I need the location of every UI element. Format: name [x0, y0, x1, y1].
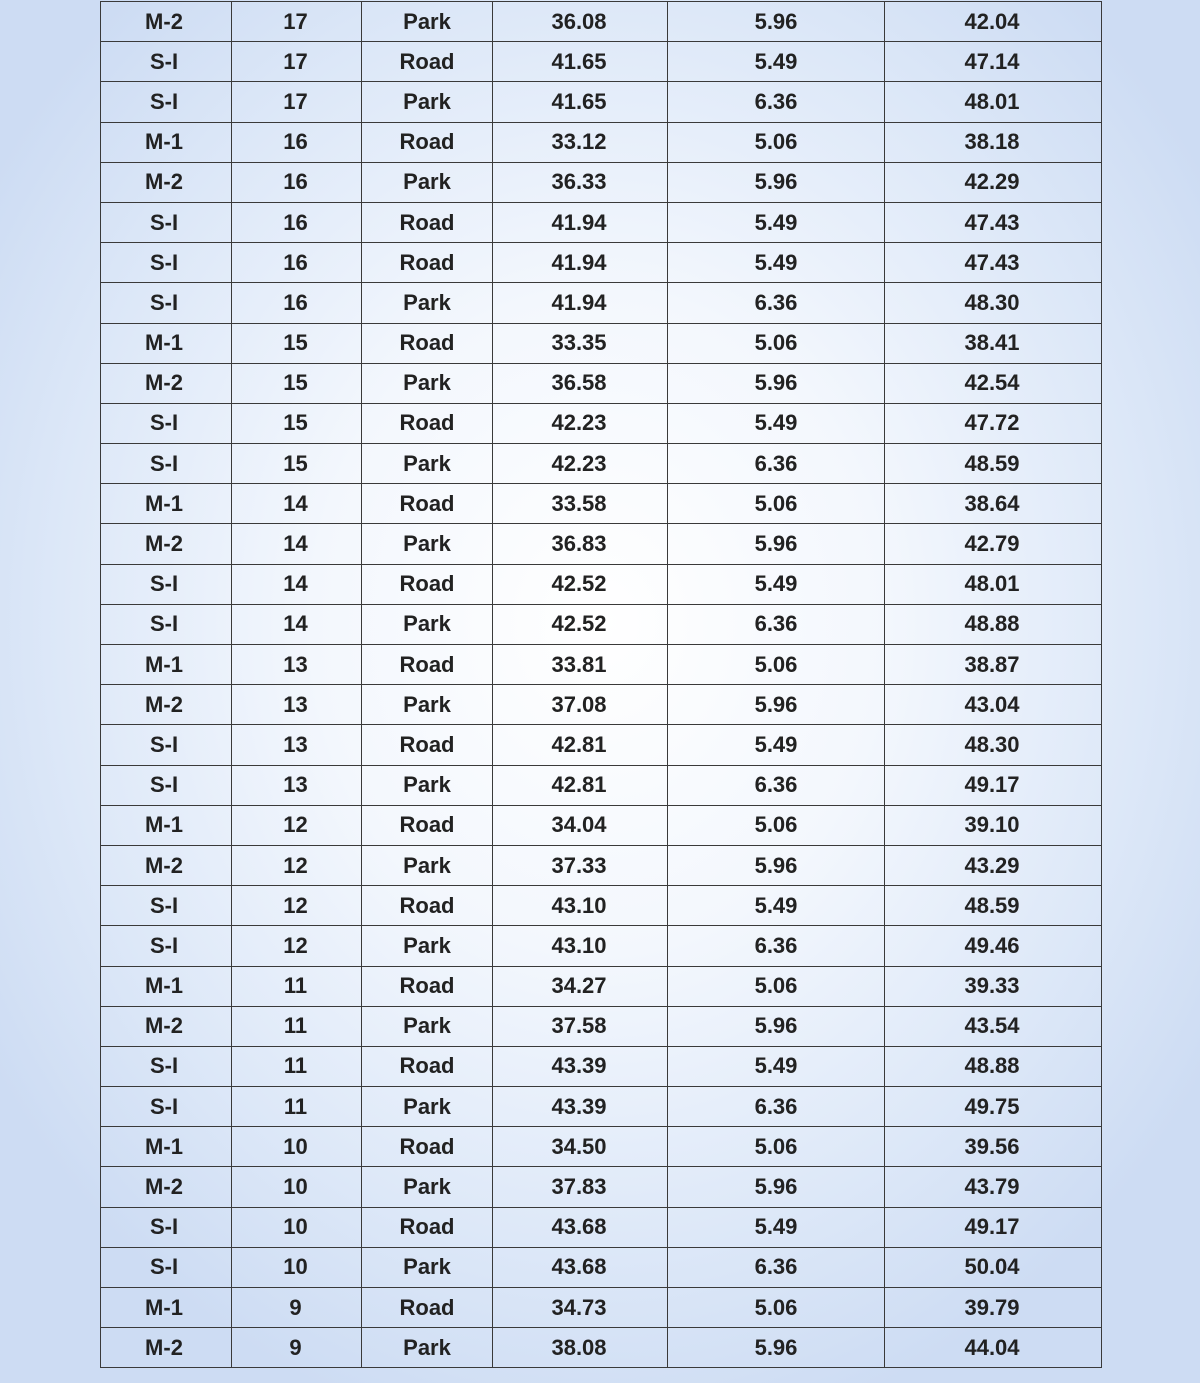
table-row	[101, 886, 1102, 926]
value-cell: 11	[232, 1046, 362, 1086]
table-row	[101, 243, 1102, 283]
value-cell: 14	[232, 484, 362, 524]
location-cell: Road	[362, 403, 493, 443]
value-cell: 12	[232, 886, 362, 926]
location-cell: Park	[362, 765, 493, 805]
total-cell: 39.79	[885, 1288, 1102, 1328]
charge-cell: 6.36	[668, 1087, 885, 1127]
table-row	[101, 524, 1102, 564]
zone-cell: M-2	[101, 524, 232, 564]
value-cell: 11	[232, 1087, 362, 1127]
value-cell: 16	[232, 202, 362, 242]
zone-cell: M-2	[101, 685, 232, 725]
charge-cell: 5.96	[668, 1006, 885, 1046]
zone-cell: S-I	[101, 564, 232, 604]
charge-cell: 5.06	[668, 805, 885, 845]
table-row	[101, 162, 1102, 202]
zone-cell: M-1	[101, 645, 232, 685]
zone-cell: M-1	[101, 323, 232, 363]
charge-cell: 5.06	[668, 1127, 885, 1167]
charge-cell: 5.96	[668, 845, 885, 885]
value-cell: 11	[232, 1006, 362, 1046]
total-cell: 47.14	[885, 42, 1102, 82]
rate-cell: 43.10	[493, 886, 668, 926]
location-cell: Park	[362, 444, 493, 484]
charge-cell: 6.36	[668, 82, 885, 122]
total-cell: 42.54	[885, 363, 1102, 403]
rate-cell: 33.35	[493, 323, 668, 363]
zone-cell: M-2	[101, 1328, 232, 1368]
location-cell: Road	[362, 725, 493, 765]
value-cell: 12	[232, 845, 362, 885]
table-row	[101, 283, 1102, 323]
charge-cell: 5.96	[668, 2, 885, 42]
table-row	[101, 202, 1102, 242]
value-cell: 14	[232, 604, 362, 644]
location-cell: Park	[362, 2, 493, 42]
location-cell: Park	[362, 283, 493, 323]
rate-cell: 37.58	[493, 1006, 668, 1046]
rate-cell: 36.08	[493, 2, 668, 42]
charge-cell: 5.49	[668, 403, 885, 443]
zone-cell: M-2	[101, 162, 232, 202]
total-cell: 50.04	[885, 1247, 1102, 1287]
location-cell: Park	[362, 1247, 493, 1287]
data-table-container	[100, 1, 1101, 1368]
rate-cell: 37.33	[493, 845, 668, 885]
location-cell: Road	[362, 1288, 493, 1328]
total-cell: 42.04	[885, 2, 1102, 42]
value-cell: 10	[232, 1167, 362, 1207]
table-row	[101, 645, 1102, 685]
total-cell: 43.04	[885, 685, 1102, 725]
zone-cell: S-I	[101, 243, 232, 283]
value-cell: 14	[232, 564, 362, 604]
value-cell: 13	[232, 685, 362, 725]
total-cell: 39.10	[885, 805, 1102, 845]
charge-cell: 5.06	[668, 122, 885, 162]
table-row	[101, 82, 1102, 122]
location-cell: Road	[362, 645, 493, 685]
charge-cell: 6.36	[668, 604, 885, 644]
value-cell: 14	[232, 524, 362, 564]
table-row	[101, 2, 1102, 42]
charge-cell: 5.96	[668, 363, 885, 403]
total-cell: 48.88	[885, 604, 1102, 644]
value-cell: 12	[232, 926, 362, 966]
zone-cell: S-I	[101, 202, 232, 242]
table-row	[101, 926, 1102, 966]
table-row	[101, 444, 1102, 484]
zone-cell: S-I	[101, 403, 232, 443]
zone-cell: M-1	[101, 966, 232, 1006]
location-cell: Road	[362, 564, 493, 604]
charge-cell: 5.96	[668, 1328, 885, 1368]
table-row	[101, 1207, 1102, 1247]
value-cell: 13	[232, 645, 362, 685]
rate-cell: 34.73	[493, 1288, 668, 1328]
rate-cell: 42.52	[493, 564, 668, 604]
location-cell: Road	[362, 966, 493, 1006]
zone-cell: M-1	[101, 122, 232, 162]
location-cell: Park	[362, 685, 493, 725]
total-cell: 48.01	[885, 564, 1102, 604]
zone-cell: M-2	[101, 2, 232, 42]
location-cell: Park	[362, 1328, 493, 1368]
value-cell: 10	[232, 1207, 362, 1247]
zone-cell: S-I	[101, 1207, 232, 1247]
total-cell: 43.29	[885, 845, 1102, 885]
rate-cell: 41.94	[493, 283, 668, 323]
zone-cell: M-2	[101, 363, 232, 403]
value-cell: 11	[232, 966, 362, 1006]
rate-cell: 33.12	[493, 122, 668, 162]
charge-cell: 5.49	[668, 202, 885, 242]
rate-cell: 41.65	[493, 42, 668, 82]
charge-cell: 6.36	[668, 444, 885, 484]
rate-cell: 41.94	[493, 202, 668, 242]
zone-cell: S-I	[101, 926, 232, 966]
location-cell: Road	[362, 1207, 493, 1247]
rate-cell: 42.52	[493, 604, 668, 644]
location-cell: Park	[362, 82, 493, 122]
charge-cell: 6.36	[668, 283, 885, 323]
zone-cell: S-I	[101, 604, 232, 644]
rate-cell: 38.08	[493, 1328, 668, 1368]
total-cell: 39.33	[885, 966, 1102, 1006]
total-cell: 38.41	[885, 323, 1102, 363]
rate-cell: 42.81	[493, 765, 668, 805]
zone-cell: S-I	[101, 765, 232, 805]
total-cell: 48.30	[885, 283, 1102, 323]
table-row	[101, 363, 1102, 403]
zone-cell: S-I	[101, 725, 232, 765]
charge-cell: 5.49	[668, 886, 885, 926]
table-row	[101, 966, 1102, 1006]
total-cell: 38.87	[885, 645, 1102, 685]
table-row	[101, 685, 1102, 725]
rate-cell: 41.94	[493, 243, 668, 283]
value-cell: 9	[232, 1328, 362, 1368]
total-cell: 48.01	[885, 82, 1102, 122]
location-cell: Park	[362, 1087, 493, 1127]
charge-cell: 5.96	[668, 685, 885, 725]
charge-cell: 5.06	[668, 484, 885, 524]
zone-cell: M-2	[101, 845, 232, 885]
charge-cell: 5.49	[668, 42, 885, 82]
value-cell: 13	[232, 765, 362, 805]
value-cell: 17	[232, 82, 362, 122]
rate-cell: 33.81	[493, 645, 668, 685]
value-cell: 16	[232, 283, 362, 323]
total-cell: 47.43	[885, 202, 1102, 242]
table-row	[101, 484, 1102, 524]
rate-cell: 34.27	[493, 966, 668, 1006]
table-row	[101, 1006, 1102, 1046]
charge-cell: 5.49	[668, 1207, 885, 1247]
total-cell: 43.79	[885, 1167, 1102, 1207]
table-row	[101, 845, 1102, 885]
zone-cell: M-2	[101, 1167, 232, 1207]
rate-cell: 42.81	[493, 725, 668, 765]
zone-cell: S-I	[101, 444, 232, 484]
location-cell: Park	[362, 363, 493, 403]
value-cell: 15	[232, 363, 362, 403]
value-cell: 15	[232, 444, 362, 484]
total-cell: 38.18	[885, 122, 1102, 162]
total-cell: 49.75	[885, 1087, 1102, 1127]
zone-cell: S-I	[101, 1087, 232, 1127]
data-table	[100, 1, 1102, 1368]
rate-cell: 42.23	[493, 403, 668, 443]
location-cell: Road	[362, 202, 493, 242]
table-row	[101, 403, 1102, 443]
charge-cell: 5.06	[668, 1288, 885, 1328]
rate-cell: 42.23	[493, 444, 668, 484]
rate-cell: 43.68	[493, 1207, 668, 1247]
table-row	[101, 122, 1102, 162]
table-row	[101, 765, 1102, 805]
rate-cell: 37.83	[493, 1167, 668, 1207]
table-row	[101, 1247, 1102, 1287]
table-row	[101, 725, 1102, 765]
rate-cell: 43.10	[493, 926, 668, 966]
charge-cell: 5.06	[668, 966, 885, 1006]
table-row	[101, 1046, 1102, 1086]
rate-cell: 37.08	[493, 685, 668, 725]
location-cell: Road	[362, 1127, 493, 1167]
table-row	[101, 1167, 1102, 1207]
total-cell: 44.04	[885, 1328, 1102, 1368]
zone-cell: M-2	[101, 1006, 232, 1046]
rate-cell: 43.39	[493, 1087, 668, 1127]
charge-cell: 5.96	[668, 524, 885, 564]
table-row	[101, 323, 1102, 363]
location-cell: Road	[362, 1046, 493, 1086]
table-row	[101, 1288, 1102, 1328]
total-cell: 43.54	[885, 1006, 1102, 1046]
charge-cell: 5.49	[668, 725, 885, 765]
value-cell: 16	[232, 243, 362, 283]
value-cell: 12	[232, 805, 362, 845]
zone-cell: M-1	[101, 1288, 232, 1328]
value-cell: 15	[232, 403, 362, 443]
location-cell: Road	[362, 886, 493, 926]
total-cell: 49.46	[885, 926, 1102, 966]
charge-cell: 5.06	[668, 645, 885, 685]
charge-cell: 6.36	[668, 1247, 885, 1287]
charge-cell: 5.49	[668, 564, 885, 604]
rate-cell: 43.39	[493, 1046, 668, 1086]
zone-cell: S-I	[101, 886, 232, 926]
table-row	[101, 42, 1102, 82]
rate-cell: 43.68	[493, 1247, 668, 1287]
total-cell: 48.59	[885, 444, 1102, 484]
table-row	[101, 1328, 1102, 1368]
charge-cell: 5.06	[668, 323, 885, 363]
rate-cell: 34.04	[493, 805, 668, 845]
charge-cell: 6.36	[668, 765, 885, 805]
zone-cell: S-I	[101, 42, 232, 82]
table-row	[101, 805, 1102, 845]
location-cell: Road	[362, 122, 493, 162]
table-row	[101, 1127, 1102, 1167]
charge-cell: 5.49	[668, 243, 885, 283]
zone-cell: M-1	[101, 805, 232, 845]
table-row	[101, 604, 1102, 644]
rate-cell: 33.58	[493, 484, 668, 524]
zone-cell: M-1	[101, 1127, 232, 1167]
rate-cell: 36.33	[493, 162, 668, 202]
charge-cell: 6.36	[668, 926, 885, 966]
total-cell: 47.43	[885, 243, 1102, 283]
zone-cell: S-I	[101, 283, 232, 323]
total-cell: 49.17	[885, 765, 1102, 805]
charge-cell: 5.49	[668, 1046, 885, 1086]
value-cell: 15	[232, 323, 362, 363]
zone-cell: S-I	[101, 1247, 232, 1287]
rate-cell: 36.83	[493, 524, 668, 564]
location-cell: Road	[362, 42, 493, 82]
total-cell: 42.29	[885, 162, 1102, 202]
location-cell: Park	[362, 926, 493, 966]
location-cell: Road	[362, 484, 493, 524]
total-cell: 48.30	[885, 725, 1102, 765]
zone-cell: S-I	[101, 82, 232, 122]
location-cell: Road	[362, 323, 493, 363]
table-row	[101, 564, 1102, 604]
location-cell: Road	[362, 243, 493, 283]
value-cell: 16	[232, 162, 362, 202]
total-cell: 42.79	[885, 524, 1102, 564]
value-cell: 17	[232, 42, 362, 82]
total-cell: 48.59	[885, 886, 1102, 926]
location-cell: Park	[362, 845, 493, 885]
rate-cell: 41.65	[493, 82, 668, 122]
value-cell: 10	[232, 1247, 362, 1287]
rate-cell: 36.58	[493, 363, 668, 403]
total-cell: 48.88	[885, 1046, 1102, 1086]
total-cell: 38.64	[885, 484, 1102, 524]
value-cell: 13	[232, 725, 362, 765]
location-cell: Park	[362, 162, 493, 202]
location-cell: Road	[362, 805, 493, 845]
value-cell: 10	[232, 1127, 362, 1167]
table-body	[101, 2, 1102, 1368]
zone-cell: M-1	[101, 484, 232, 524]
table-row	[101, 1087, 1102, 1127]
value-cell: 9	[232, 1288, 362, 1328]
location-cell: Park	[362, 1167, 493, 1207]
total-cell: 47.72	[885, 403, 1102, 443]
charge-cell: 5.96	[668, 162, 885, 202]
location-cell: Park	[362, 1006, 493, 1046]
location-cell: Park	[362, 524, 493, 564]
zone-cell: S-I	[101, 1046, 232, 1086]
total-cell: 49.17	[885, 1207, 1102, 1247]
rate-cell: 34.50	[493, 1127, 668, 1167]
value-cell: 17	[232, 2, 362, 42]
total-cell: 39.56	[885, 1127, 1102, 1167]
charge-cell: 5.96	[668, 1167, 885, 1207]
value-cell: 16	[232, 122, 362, 162]
location-cell: Park	[362, 604, 493, 644]
